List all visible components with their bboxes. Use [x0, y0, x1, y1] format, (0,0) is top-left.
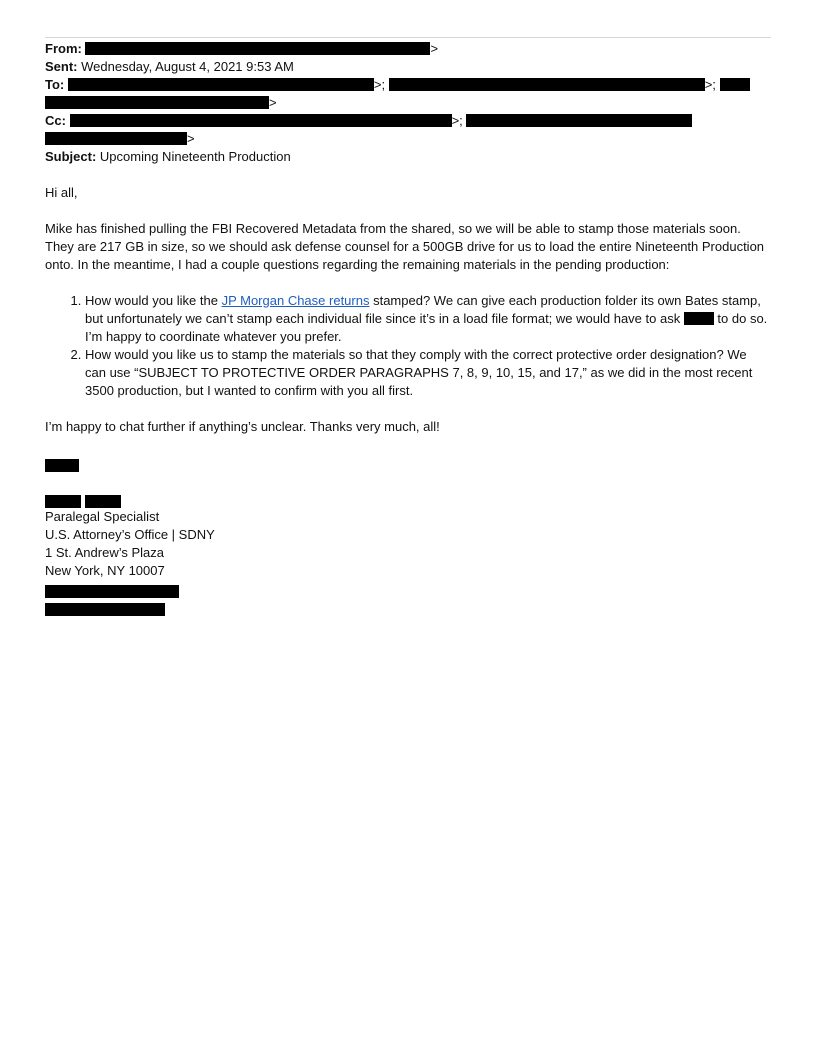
greeting: Hi all, — [45, 185, 78, 200]
cc-label: Cc: — [45, 113, 66, 128]
question-list — [45, 292, 771, 400]
redaction-block — [45, 495, 81, 508]
redaction-block — [45, 603, 165, 616]
signature-address-1: 1 St. Andrew’s Plaza — [45, 545, 164, 560]
list-item — [85, 346, 771, 400]
redaction-block — [45, 585, 179, 598]
from-row — [45, 40, 438, 58]
redaction-block — [45, 459, 79, 472]
cc-row-continued — [45, 130, 195, 148]
redaction-block — [85, 495, 121, 508]
subject-value: Upcoming Nineteenth Production — [99, 149, 291, 164]
to-sep-2: >; — [704, 77, 716, 92]
redaction-sender-short — [45, 457, 79, 475]
cc-sep-1: >; — [451, 113, 463, 128]
jp-morgan-link[interactable]: JP Morgan Chase returns — [221, 293, 370, 308]
subject-row — [45, 148, 291, 166]
cc-row — [45, 112, 692, 130]
header-divider — [45, 37, 771, 38]
signature-address-2: New York, NY 10007 — [45, 563, 165, 578]
redaction-to-3b — [45, 96, 269, 109]
to-row — [45, 76, 750, 94]
redaction-to-3 — [720, 78, 750, 91]
subject-label: Subject: — [45, 149, 97, 164]
redaction-from — [85, 42, 430, 55]
closing-line: I’m happy to chat further if anything’s unclear. Thanks very much, all! — [45, 419, 440, 434]
redaction-to-2 — [389, 78, 705, 91]
redaction-cc-2 — [466, 114, 692, 127]
signature-office: U.S. Attorney’s Office | SDNY — [45, 527, 215, 542]
cc-tail: > — [187, 131, 195, 146]
to-sep-1: >; — [373, 77, 386, 92]
item1-text-post: to do so. I’m happy to coordinate whatever you prefer. — [85, 311, 768, 344]
sent-label: Sent: — [45, 59, 78, 74]
redaction-cc-2b — [45, 132, 187, 145]
redaction-contact-2 — [45, 601, 165, 619]
body-paragraph-1: Mike has finished pulling the FBI Recovered Metadata from the shared, so we will be able to stamp those materials soon. They are 217 GB in size, so we should ask defense counsel for a 500GB drive for us to load the entire Nineteenth Production onto. In the meantime, I had a couple questions regarding the remaining materials in the pending production: — [45, 221, 765, 272]
list-item — [85, 292, 771, 346]
redaction-body-name — [684, 312, 714, 325]
redaction-contact-1 — [45, 583, 179, 601]
from-tail: > — [430, 41, 439, 56]
redaction-to-1 — [68, 78, 374, 91]
item1-text-pre: How would you like the — [85, 293, 222, 308]
from-label: From: — [45, 41, 82, 56]
sent-row — [45, 58, 294, 76]
item1-text-mid: stamped? We can give each production folder its own Bates stamp, but unfortunately we can’t stamp each individual file since it’s in a load file format; we would have to ask — [85, 293, 761, 326]
item2-text: How would you like us to stamp the materials so that they comply with the correct protective order designation? We can use “SUBJECT TO PROTECTIVE ORDER PARAGRAPHS 7, 8, 9, 10, 15, and 17,” as we did in the most recent 3500 production, but I wanted to confirm with you all first. — [85, 347, 753, 398]
to-tail: > — [269, 95, 277, 110]
redaction-cc-1 — [70, 114, 452, 127]
sent-value: Wednesday, August 4, 2021 9:53 AM — [81, 59, 294, 74]
signature-title: Paralegal Specialist — [45, 509, 160, 524]
to-row-continued — [45, 94, 277, 112]
to-label: To: — [45, 77, 65, 92]
